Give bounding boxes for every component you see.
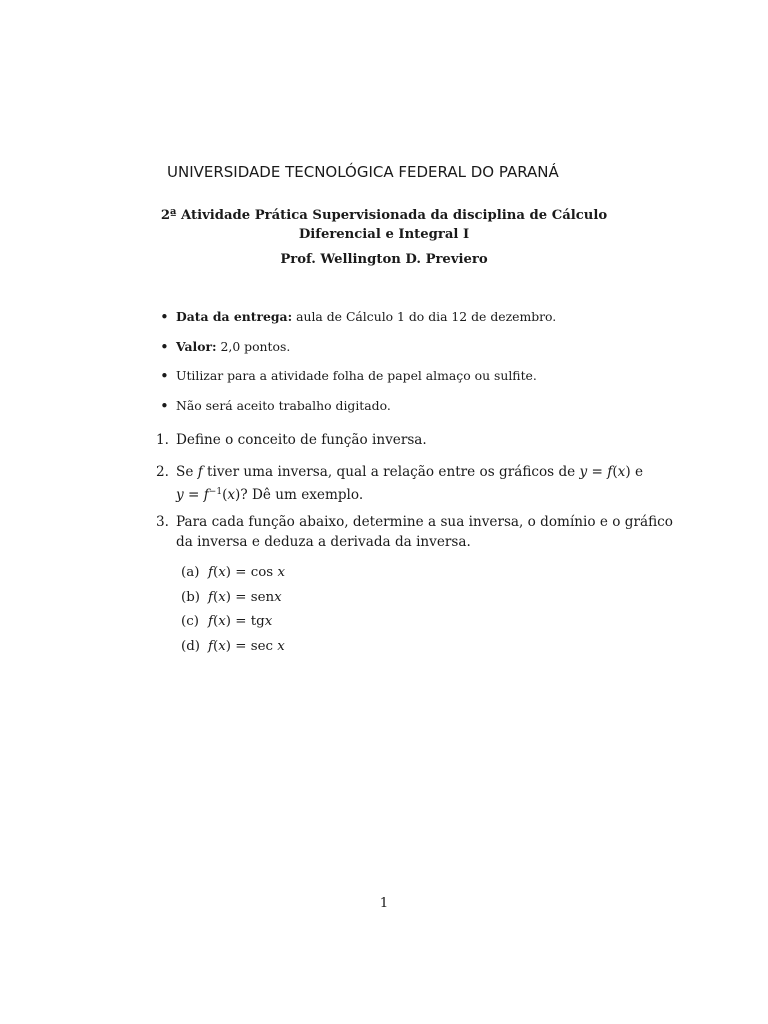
question-number: 1. (156, 432, 169, 448)
math-var: f (607, 464, 613, 480)
question-text: Define o conceito de função inversa. (176, 432, 427, 448)
math-var: x (218, 589, 226, 605)
subitem-d (181, 637, 481, 662)
bullet-icon: • (160, 367, 169, 386)
professor-name: Prof. Wellington D. Previero (280, 252, 488, 267)
info-text: Não será aceito trabalho digitado. (176, 398, 391, 414)
math-var: x (218, 614, 226, 630)
math-var: x (617, 464, 626, 480)
subitem-label: (d) (181, 638, 201, 654)
math-operator: = (231, 638, 251, 654)
math-function: cos (250, 565, 278, 580)
subitem-formula (208, 637, 285, 657)
subitem-formula (208, 612, 272, 632)
info-item-delivery-date (160, 306, 640, 336)
math-paren: ) (225, 565, 231, 580)
question-line-1: Para cada função abaixo, determine a sua inversa, o domínio e o gráfico (176, 514, 673, 530)
question-line-2 (176, 482, 638, 505)
math-paren: ) (225, 638, 231, 654)
math-paren: ( (212, 565, 219, 580)
math-operator: = (183, 487, 204, 503)
text-segment: tiver uma inversa, qual a relação entre os gráficos de (202, 464, 580, 480)
info-text (176, 336, 290, 358)
subitem-a (181, 563, 481, 588)
math-paren: ( (212, 589, 219, 605)
math-var: x (277, 565, 285, 580)
math-paren: ( (612, 464, 618, 480)
math-operator: = (231, 614, 251, 630)
subitem-formula (208, 563, 285, 583)
subitem-list (181, 563, 481, 661)
bullet-icon: • (160, 397, 169, 416)
subitem-b (181, 588, 481, 613)
info-item-paper (160, 365, 640, 395)
math-var: x (218, 638, 226, 654)
math-paren: ) (235, 487, 241, 503)
subitem-label: (a) (181, 565, 200, 580)
math-paren: ( (222, 487, 228, 503)
info-text (176, 306, 556, 328)
math-superscript: −1 (208, 487, 223, 497)
math-paren: ) (625, 464, 631, 480)
math-operator: = (231, 589, 251, 605)
math-paren: ( (212, 614, 219, 630)
math-var: f (208, 565, 213, 580)
question-number: 2. (156, 464, 169, 480)
question-line-2: da inversa e deduza a derivada da inversa. (176, 534, 471, 550)
info-value: 2,0 pontos. (216, 338, 291, 354)
question-number: 3. (156, 514, 169, 530)
math-operator: = (231, 565, 251, 580)
bullet-icon: • (160, 337, 169, 356)
university-name: UNIVERSIDADE TECNOLÓGICA FEDERAL DO PARANÁ (167, 163, 559, 181)
activity-title-line-2: Diferencial e Integral I (298, 227, 470, 242)
question-line-1 (176, 462, 643, 482)
subitem-formula (208, 588, 282, 608)
subitem-label: (c) (181, 614, 199, 630)
math-function: tg (250, 614, 265, 630)
subitem-label: (b) (181, 589, 201, 605)
math-paren: ( (212, 638, 219, 654)
bullet-icon: • (160, 308, 169, 326)
info-list (160, 306, 640, 425)
info-label: Data da entrega: (176, 309, 293, 324)
math-function: sen (250, 589, 275, 605)
info-value: aula de Cálculo 1 do dia 12 de dezembro. (292, 309, 557, 324)
question-text (176, 462, 643, 505)
math-var: x (277, 638, 285, 654)
info-item-handwritten (160, 395, 640, 425)
activity-title-line-1: 2ª Atividade Prática Supervisionada da disciplina de Cálculo (160, 208, 608, 223)
info-text: Utilizar para a atividade folha de papel almaço ou sulfite. (176, 368, 537, 384)
text-segment: Se (176, 464, 198, 480)
text-segment: ? Dê um exemplo. (240, 487, 364, 503)
info-label: Valor: (176, 338, 217, 354)
math-paren: ) (225, 589, 231, 605)
math-var: x (274, 589, 282, 605)
question-text (176, 512, 673, 552)
text-segment: e (630, 464, 643, 480)
math-operator: = (587, 464, 608, 480)
math-var: x (264, 614, 273, 630)
math-var: x (218, 565, 226, 580)
math-var: x (227, 487, 236, 503)
activity-title (150, 206, 618, 244)
math-var: f (197, 464, 203, 480)
math-function: sec (250, 638, 278, 654)
math-paren: ) (225, 614, 231, 630)
math-var: f (208, 589, 213, 605)
math-var: y (176, 487, 184, 503)
math-var: f (208, 614, 213, 630)
math-var: f (208, 638, 213, 654)
info-item-value (160, 336, 640, 366)
subitem-c (181, 612, 481, 637)
math-var: y (579, 464, 588, 480)
math-var: f (203, 487, 209, 503)
page-number: 1 (379, 896, 389, 911)
